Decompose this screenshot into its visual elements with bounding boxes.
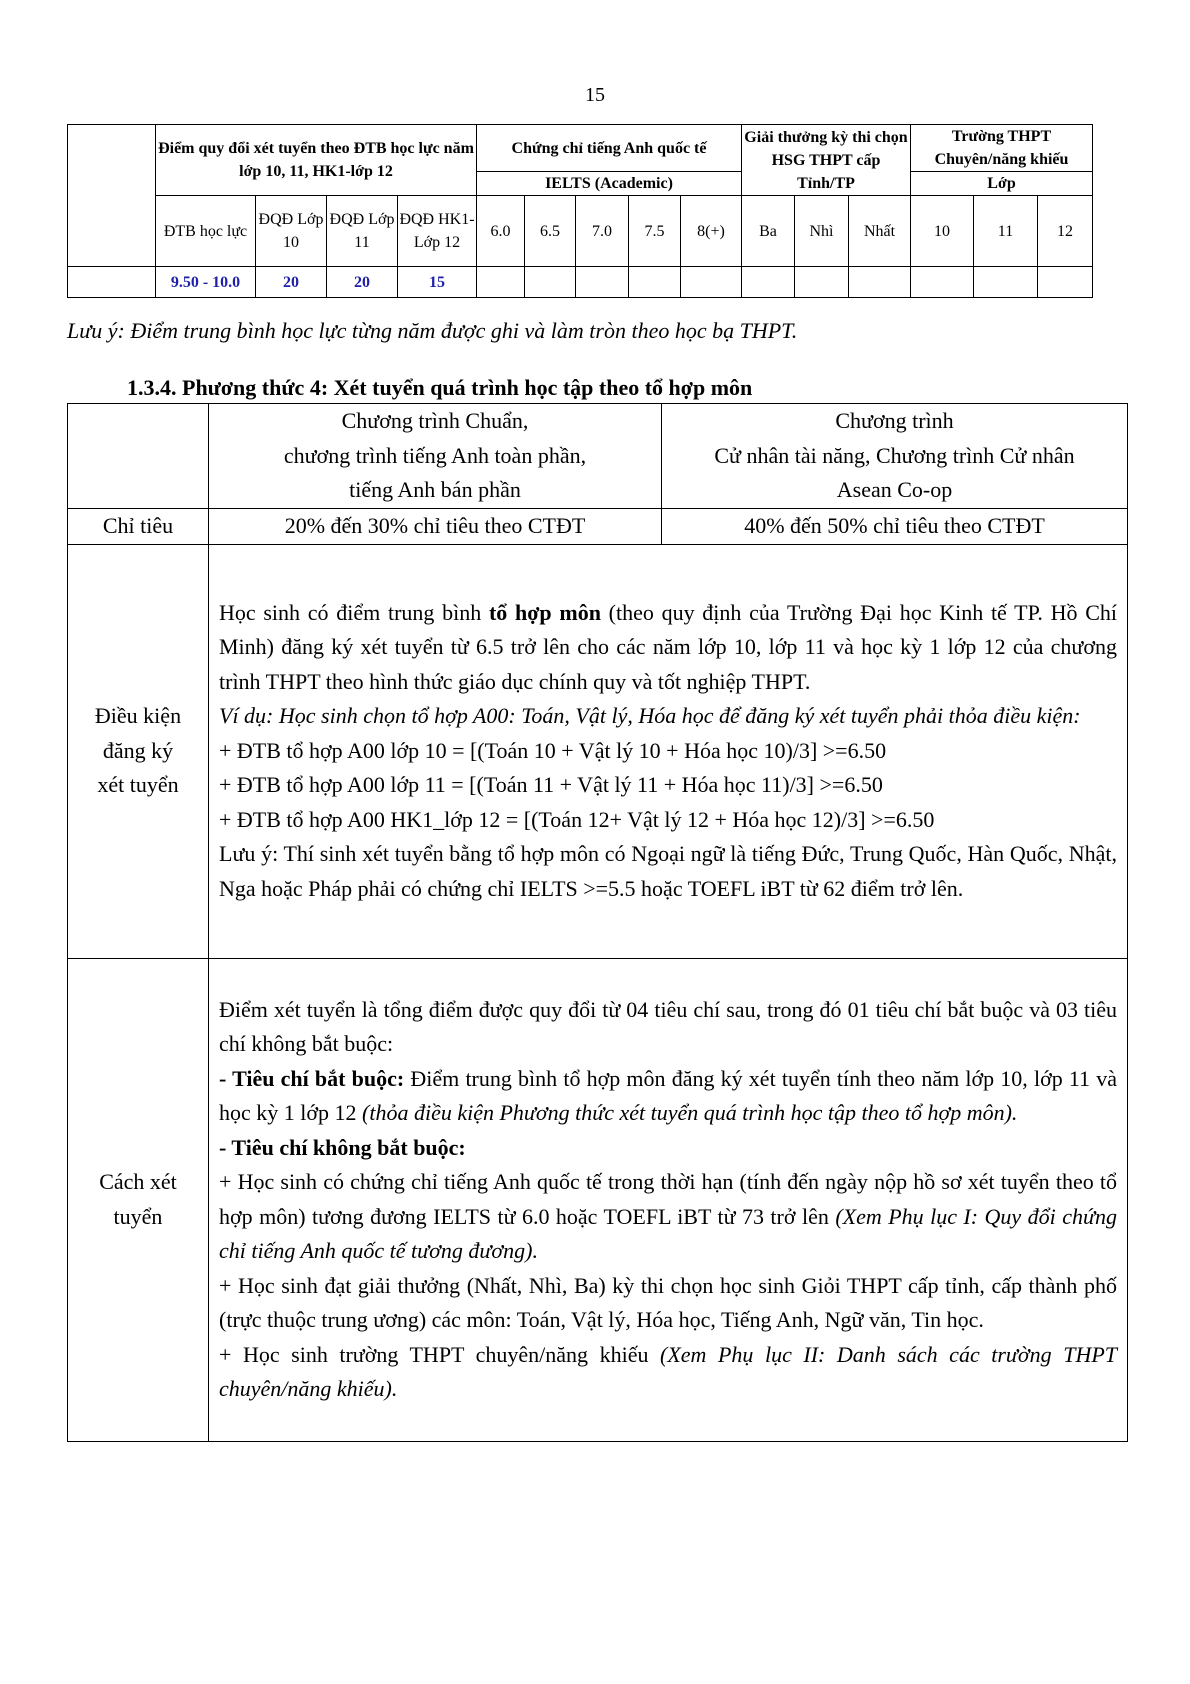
table-cell <box>911 267 974 298</box>
note: Lưu ý: Điểm trung bình học lực từng năm được ghi và làm tròn theo học bạ THPT. <box>67 318 798 343</box>
text: Học sinh có điểm trung bình <box>219 599 489 625</box>
method4-table <box>67 403 1128 1442</box>
table-cell <box>525 267 576 298</box>
label-line: đăng ký <box>102 737 174 763</box>
table-cell <box>68 267 156 298</box>
formula-line: + ĐTB tổ hợp A00 lớp 10 = [(Toán 10 + Vật lý 10 + Hóa học 10)/3] >=6.50 <box>219 737 887 763</box>
column-header: 6.5 <box>525 196 576 267</box>
table-cell: 20 <box>327 267 398 298</box>
quota-talent: 40% đến 50% chỉ tiêu theo CTĐT <box>662 508 1128 544</box>
text: (theo quy định của Trường Đại học Kinh tế TP. Hồ Chí Minh) đăng ký xét tuyển từ 6.5 trở lên cho các năm lớp 10, lớp 11 và học kỳ 1 lớp 12 của chương trình THPT theo hình thức giáo dục chính quy và tốt nghiệp THPT. <box>219 599 1117 694</box>
table-cell: 15 <box>398 267 477 298</box>
conversion-table <box>67 124 1093 298</box>
example-paragraph: Ví dụ: Học sinh chọn tổ hợp A00: Toán, Vật lý, Hóa học để đăng ký xét tuyển phải thỏa điều kiện: <box>219 703 1081 729</box>
ielts-subheader: IELTS (Academic) <box>477 172 742 196</box>
certificate-group-header: Chứng chỉ tiếng Anh quốc tế <box>477 125 742 172</box>
column-header: 8(+) <box>681 196 742 267</box>
method-label <box>68 958 209 1441</box>
column-header: ĐTB học lực <box>156 196 256 267</box>
column-header: ĐQĐ Lớp 11 <box>327 196 398 267</box>
bold-text: tổ hợp môn <box>488 599 601 625</box>
header-line: chương trình tiếng Anh toàn phần, <box>283 442 587 468</box>
method-content <box>209 958 1128 1441</box>
optional-criteria-label: - Tiêu chí không bắt buộc: <box>219 1134 466 1160</box>
column-header: Nhất <box>849 196 911 267</box>
formula-line: + ĐTB tổ hợp A00 lớp 11 = [(Toán 11 + Vật lý 11 + Hóa học 11)/3] >=6.50 <box>219 772 883 798</box>
conversion-group-header: Điểm quy đổi xét tuyển theo ĐTB học lực năm lớp 10, 11, HK1-lớp 12 <box>156 125 477 196</box>
program-talent-header <box>662 404 1128 509</box>
column-header: ĐQĐ HK1-Lớp 12 <box>398 196 477 267</box>
label-line: Điều kiện <box>94 703 182 729</box>
header-line: Cử nhân tài năng, Chương trình Cử nhân <box>714 442 1075 468</box>
label-line: tuyển <box>113 1203 163 1229</box>
program-standard-header <box>209 404 662 509</box>
table-cell <box>576 267 629 298</box>
column-header: 7.5 <box>629 196 681 267</box>
table-cell <box>742 267 795 298</box>
condition-label <box>68 544 209 958</box>
column-header: Ba <box>742 196 795 267</box>
label-line: Cách xét <box>99 1169 177 1194</box>
table-cell <box>795 267 849 298</box>
table-cell <box>849 267 911 298</box>
bold-text: - Tiêu chí bắt buộc: <box>219 1065 405 1091</box>
condition-content <box>209 544 1128 958</box>
column-header: 11 <box>974 196 1038 267</box>
italic-text: (thỏa điều kiện Phương thức xét tuyển quá trình học tập theo tổ hợp môn). <box>362 1100 1018 1125</box>
section-heading: 1.3.4. Phương thức 4: Xét tuyển quá trình học tập theo tổ hợp môn <box>127 375 753 400</box>
table-cell: 9.50 - 10.0 <box>156 267 256 298</box>
text: + Học sinh trường THPT chuyên/năng khiếu <box>219 1341 661 1367</box>
optional-criterion <box>219 1338 1117 1407</box>
table-cell <box>477 267 525 298</box>
award-group-header: Giải thưởng kỳ thi chọn HSG THPT cấp Tỉnh/TP <box>742 125 911 196</box>
table-cell <box>1038 267 1093 298</box>
quota-label: Chỉ tiêu <box>68 508 209 544</box>
condition-note: Lưu ý: Thí sinh xét tuyển bằng tổ hợp môn có Ngoại ngữ là tiếng Đức, Trung Quốc, Hàn Quốc, Nhật, Nga hoặc Pháp phải có chứng chỉ IELTS >=5.5 hoặc TOEFL iBT từ 62 điểm trở lên. <box>219 841 1117 901</box>
column-header: 6.0 <box>477 196 525 267</box>
header-line: tiếng Anh bán phần <box>349 477 521 502</box>
optional-criterion <box>219 1165 1117 1269</box>
header-line: Chương trình Chuẩn, <box>341 408 529 433</box>
table-cell <box>974 267 1038 298</box>
column-header: Nhì <box>795 196 849 267</box>
italic-text: (Xem Phụ lục II: Danh sách các trường THPT chuyên/năng khiếu). <box>219 1341 1118 1401</box>
optional-criterion: + Học sinh đạt giải thưởng (Nhất, Nhì, Ba) kỳ thi chọn học sinh Giỏi THPT cấp tỉnh, cấp thành phố (trực thuộc trung ương) các môn: Toán, Vật lý, Hóa học, Tiếng Anh, Ngữ văn, Tin học. <box>219 1272 1117 1332</box>
quota-standard: 20% đến 30% chỉ tiêu theo CTĐT <box>209 508 662 544</box>
method-intro: Điểm xét tuyển là tổng điểm được quy đổi từ 04 tiêu chí sau, trong đó 01 tiêu chí bắt buộc và 03 tiêu chí không bắt buộc: <box>219 996 1117 1056</box>
label-line: xét tuyển <box>97 772 179 798</box>
page-number: 15 <box>585 84 605 106</box>
column-header: ĐQĐ Lớp 10 <box>256 196 327 267</box>
table-cell: 20 <box>256 267 327 298</box>
column-header: 12 <box>1038 196 1093 267</box>
required-criterion <box>219 1062 1117 1131</box>
class-subheader: Lớp <box>911 172 1093 196</box>
italic-text: (Xem Phụ lục I: Quy đổi chứng chỉ tiếng Anh quốc tế tương đương). <box>219 1203 1117 1263</box>
empty-corner-cell <box>68 125 156 267</box>
header-line: Chương trình <box>835 408 954 433</box>
text: + Học sinh có chứng chỉ tiếng Anh quốc tế trong thời hạn (tính đến ngày nộp hồ sơ xét tuyển theo tổ hợp môn) tương đương IELTS từ 6.0 hoặc TOEFL iBT từ 73 trở lên <box>219 1169 1117 1229</box>
column-header: 10 <box>911 196 974 267</box>
empty-header-cell <box>68 404 209 509</box>
formula-line: + ĐTB tổ hợp A00 HK1_lớp 12 = [(Toán 12+ Vật lý 12 + Hóa học 12)/3] >=6.50 <box>219 806 935 832</box>
table-cell <box>681 267 742 298</box>
text: Điểm trung bình tổ hợp môn đăng ký xét tuyển tính theo năm lớp 10, lớp 11 và học kỳ 1 lớp 12 <box>219 1065 1117 1125</box>
condition-paragraph <box>219 596 1117 700</box>
school-group-header: Trường THPT Chuyên/năng khiếu <box>911 125 1093 172</box>
table-cell <box>629 267 681 298</box>
column-header: 7.0 <box>576 196 629 267</box>
header-line: Asean Co-op <box>836 477 953 502</box>
